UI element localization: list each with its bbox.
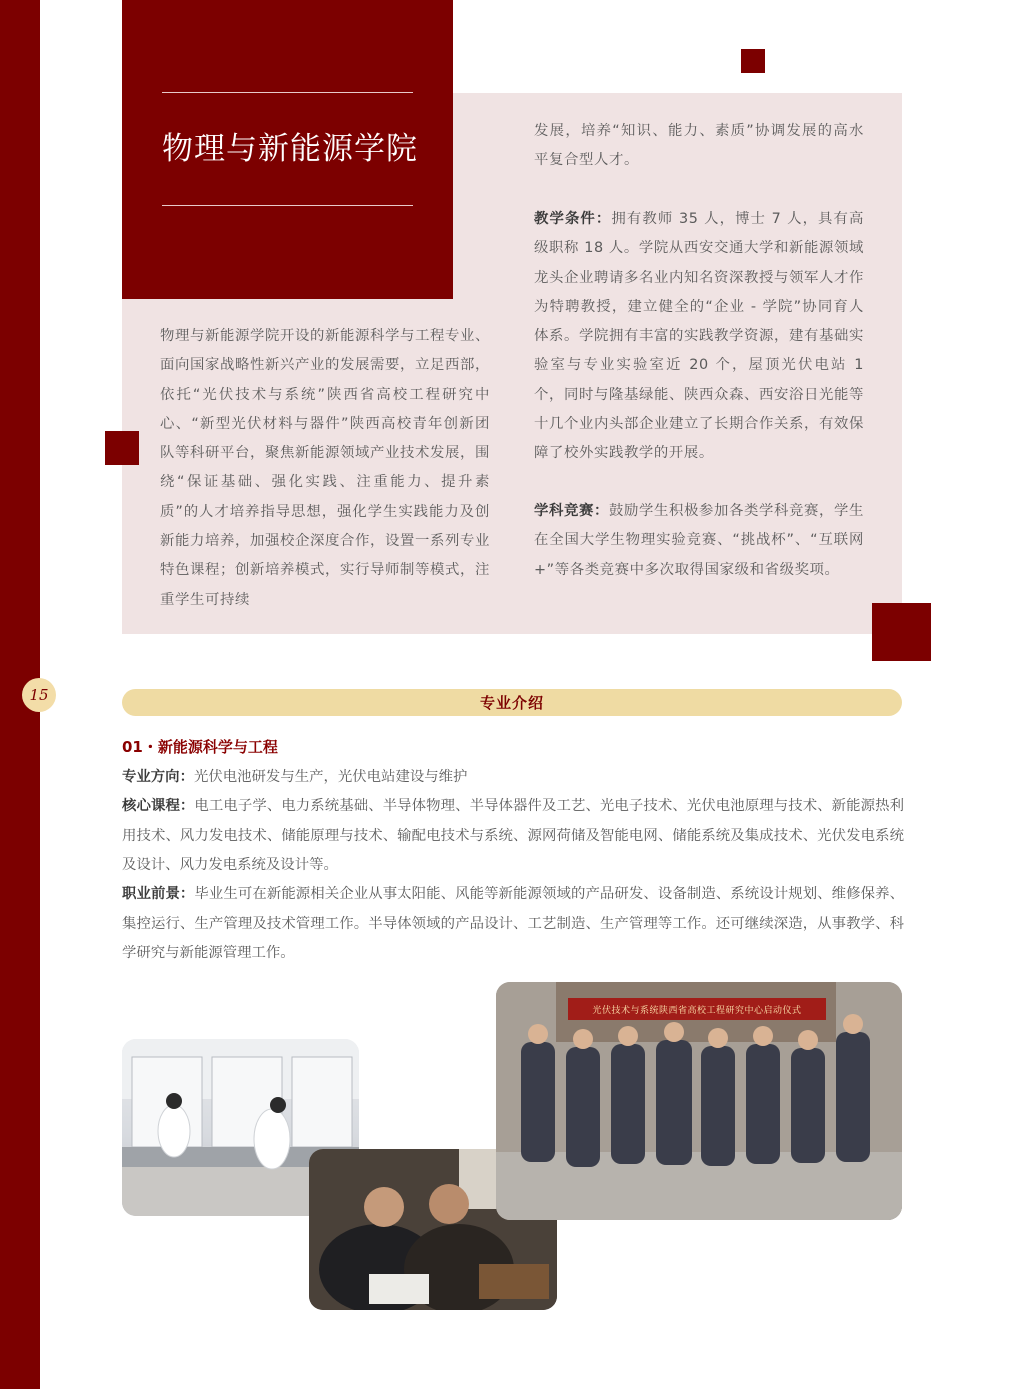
teaching-text: 拥有教师 35 人，博士 7 人，具有高级职称 18 人。学院从西安交通大学和新能源领域龙头企业聘请多名业内知名资深教授与领军人才作为特聘教授，建立健全的“企业 - 学院”协同育人体系。学院拥有丰富的实践教学资源，建有基础实验室与专业实验室近 20 个，屋顶光伏电站 1 个，同时与隆基绿能、陕西众森、西安浴日光能等十几个业内头部企业建立了长期合作关系，有效保障了校外实践教学的开展。 — [534, 211, 864, 462]
decorative-square-large — [872, 603, 931, 661]
decorative-square-small — [741, 49, 765, 73]
career-label: 职业前景： — [122, 886, 195, 902]
page-number: 15 — [22, 678, 56, 712]
group-photo — [496, 982, 902, 1220]
title-block — [122, 0, 453, 299]
title-rule-bottom — [162, 205, 413, 206]
direction-text: 光伏电池研发与生产，光伏电站建设与维护 — [193, 769, 468, 785]
direction-label: 专业方向： — [122, 769, 194, 785]
major-direction — [122, 763, 904, 793]
major-title: 01・新能源科学与工程 — [122, 738, 278, 756]
subject-contests — [534, 497, 864, 585]
section-heading: 专业介绍 — [122, 689, 902, 716]
career-text: 毕业生可在新能源相关企业从事太阳能、风能等新能源领域的产品研发、设备制造、系统设计规划、维修保养、集控运行、生产管理及技术管理工作。半导体领域的产品设计、工艺制造、生产管理等工作。还可继续深造，从事教学、科学研究与新能源管理工作。 — [122, 886, 904, 961]
teaching-label: 教学条件： — [534, 211, 612, 227]
major-career — [122, 880, 904, 969]
title-rule-top — [162, 92, 413, 93]
teaching-conditions — [534, 205, 864, 469]
contest-text: 鼓励学生积极参加各类学科竞赛，学生在全国大学生物理实验竞赛、“挑战杯”、“互联网 +”等各类竞赛中多次取得国家级和省级奖项。 — [534, 503, 864, 578]
decorative-square-medium — [105, 431, 139, 465]
courses-label: 核心课程： — [122, 798, 195, 814]
intro-paragraph: 物理与新能源学院开设的新能源科学与工程专业、面向国家战略性新兴产业的发展需要，立足西部，依托“光伏技术与系统”陕西省高校工程研究中心、“新型光伏材料与器件”陕西高校青年创新团队等科研平台，聚焦新能源领域产业技术发展，围绕“保证基础、强化实践、注重能力、提升素质”的人才培养指导思想，强化学生实践能力及创新能力培养，加强校企深度合作，设置一系列专业特色课程；创新培养模式，实行导师制等模式，注重学生可持续 — [160, 328, 490, 608]
group-photo-banner: 光伏技术与系统陕西省高校工程研究中心启动仪式 — [568, 998, 826, 1020]
courses-text: 电工电子学、电力系统基础、半导体物理、半导体器件及工艺、光电子技术、光伏电池原理与技术、新能源热利用技术、风力发电技术、储能原理与技术、输配电技术与系统、源网荷储及智能电网、储能系统及集成技术、光伏发电系统及设计、风力发电系统及设计等。 — [122, 798, 904, 873]
contest-label: 学科竞赛： — [534, 503, 609, 519]
intro-continuation: 发展，培养“知识、能力、素质”协调发展的高水平复合型人才。 — [534, 123, 864, 169]
page-title: 物理与新能源学院 — [162, 131, 418, 167]
major-courses — [122, 792, 904, 881]
